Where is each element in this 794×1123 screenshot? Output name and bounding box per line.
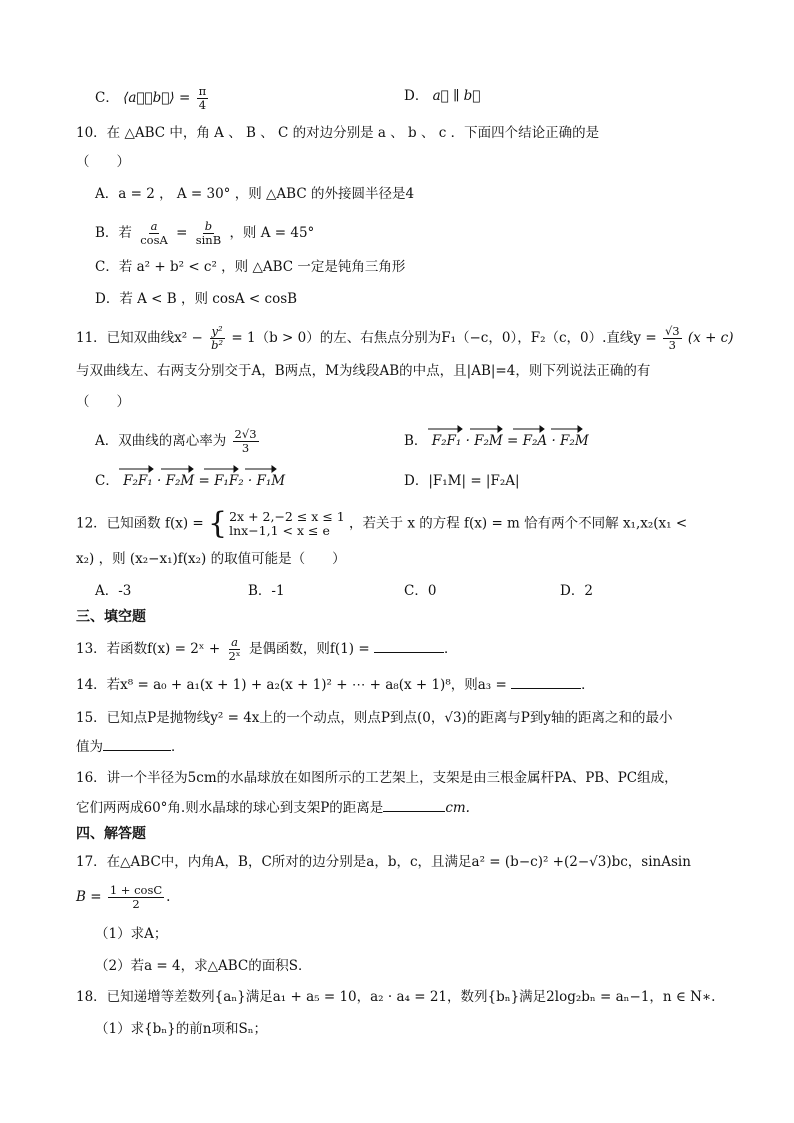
stem-end: ． (171, 739, 185, 755)
stem-part: (x + c) (687, 330, 734, 346)
denominator: 3 (241, 441, 250, 455)
q15-line1: 15．已知点P是抛物线y² = 4x上的一个动点，则点P到点(0，√3)的距离与P到y轴的距离之和的最小 (76, 710, 673, 726)
q12-option-b: B．-1 (248, 583, 285, 599)
option-expr: a⃗ ∥ b⃗ (432, 88, 481, 104)
section-heading-solutions: 四、解答题 (76, 826, 146, 842)
case-row: 2x + 2,−2 ≤ x ≤ 1 (229, 509, 345, 524)
q17-line2 (76, 884, 170, 911)
option-tail: ，则 A = 45° (229, 225, 315, 241)
vector-expr: F₂F₁ · F₂M = F₂A · F₂M (431, 433, 589, 449)
denominator: sinB (195, 233, 222, 247)
vector-expr: F₂F₁ · F₂M = F₁F₂ · F₁M (123, 473, 286, 489)
numerator: a (231, 635, 238, 649)
q10-paren: （ ） (76, 154, 130, 170)
piecewise-cases (229, 510, 345, 538)
section-heading-fill-blank: 三、填空题 (76, 609, 146, 625)
option-label: C． (95, 90, 119, 106)
case-row: lnx−1,1 < x ≤ e (229, 523, 330, 538)
denominator: 2 (132, 897, 140, 911)
q12-option-d: D．2 (560, 583, 593, 599)
answer-blank[interactable] (103, 736, 171, 751)
stem-part: 13．若函数f(x) = 2ˣ + (76, 641, 221, 657)
q17-part1: （1）求A； (95, 926, 168, 942)
q17-line1: 17．在△ABC中，内角A，B，C所对的边分别是a，b，c，且满足a² = (b−c)² +(2−√3)bc，sinAsin (76, 854, 691, 870)
stem-part: 它们两两成60°角.则水晶球的球心到支架P的距离是 (76, 800, 384, 816)
stem-part: ，若关于 x 的方程 f(x) = m 恰有两个不同解 x₁,x₂(x₁ < (349, 515, 688, 532)
stem-part: 11．已知双曲线x² − (76, 330, 203, 346)
fraction (108, 884, 164, 911)
numerator: 2√3 (234, 427, 257, 441)
fraction (226, 636, 242, 663)
stem-end: cm. (445, 800, 470, 816)
numerator: b (204, 219, 213, 233)
q10-option-a: A．a = 2 ， A = 30° ，则 △ABC 的外接圆半径是4 (95, 186, 415, 202)
option-label: A．双曲线的离心率为 (95, 433, 227, 449)
q17-part2: （2）若a = 4，求△ABC的面积S． (95, 958, 312, 974)
q13 (76, 636, 457, 663)
denominator: 2ˣ (228, 649, 241, 663)
q18-part1: （1）求{bₙ}的前n项和Sₙ； (95, 1021, 268, 1037)
stem-part: B = (76, 889, 102, 905)
option-label: D． (404, 88, 429, 104)
left-brace: { (208, 506, 228, 541)
q11-line2: 与双曲线左、右两支分别交于A，B两点，M为线段AB的中点，且|AB|=4，则下列说法正确的有 (76, 363, 651, 379)
q14 (76, 674, 595, 696)
q12-option-c: C．0 (404, 583, 437, 599)
q10-option-c: C．若 a² + b² < c² ，则 △ABC 一定是钝角三角形 (95, 259, 406, 275)
option-label: B．若 (95, 225, 132, 241)
answer-blank[interactable] (383, 797, 445, 812)
q15-line2 (76, 736, 185, 758)
stem-part: 14．若x⁸ = a₀ + a₁(x + 1) + a₂(x + 1)² + ⋯ + a₈(x + 1)⁸，则a₃ = (76, 677, 507, 693)
numerator: π (198, 84, 207, 98)
stem-end: ． (443, 641, 458, 657)
numerator: 1 + cosC (109, 883, 163, 897)
stem-end: ． (581, 677, 595, 693)
answer-blank[interactable] (511, 674, 581, 689)
stem-part: 12．已知函数 f(x) = (76, 515, 204, 532)
stem-part: = 1（b > 0）的左、右焦点分别为F₁（−c，0），F₂（c，0）.直线y = (231, 330, 657, 346)
q12-line2: x₂) ，则 (x₂−x₁)f(x₂) 的取值可能是（ ） (76, 551, 346, 567)
option-expr: ⟨a⃗，b⃗⟩ = (123, 90, 191, 106)
numerator: a (150, 219, 158, 233)
option-label: C． (95, 473, 119, 489)
q11-paren: （ ） (76, 394, 130, 410)
answer-blank[interactable] (374, 638, 444, 653)
stem-part: 是偶函数，则f(1) = (248, 641, 370, 657)
q12-option-a: A．-3 (95, 583, 132, 599)
stem-end: . (166, 889, 171, 905)
q16-line2 (76, 797, 470, 819)
option-label: B． (404, 433, 428, 449)
stem-part: 值为 (76, 739, 103, 755)
q10-stem: 10．在 △ABC 中，角 A 、 B 、 C 的对边分别是 a 、 b 、 c ．下面四个结论正确的是 (76, 125, 600, 141)
denominator: b² (211, 338, 224, 352)
q12-stem (76, 506, 688, 541)
piecewise-function (208, 506, 345, 541)
q16-line1: 16．讲一个半径为5cm的水晶球放在如图所示的工艺架上，支架是由三根金属杆PA、PB、PC组成， (76, 770, 678, 786)
denominator: 3 (668, 338, 676, 352)
numerator: y² (211, 324, 223, 338)
denominator: 4 (198, 98, 207, 112)
numerator: √3 (664, 324, 680, 338)
denominator: cosA (140, 233, 168, 247)
q11-option-d: D．|F₁M| = |F₂A| (404, 473, 520, 489)
equals: = (176, 225, 188, 241)
q10-option-d: D．若 A < B ，则 cosA < cosB (95, 291, 298, 307)
q18-line1: 18．已知递增等差数列{aₙ}满足a₁ + a₅ = 10，a₂ · a₄ = 21，数列{bₙ}满足2log₂bₙ = aₙ−1，n ∈ N∗. (76, 989, 716, 1005)
